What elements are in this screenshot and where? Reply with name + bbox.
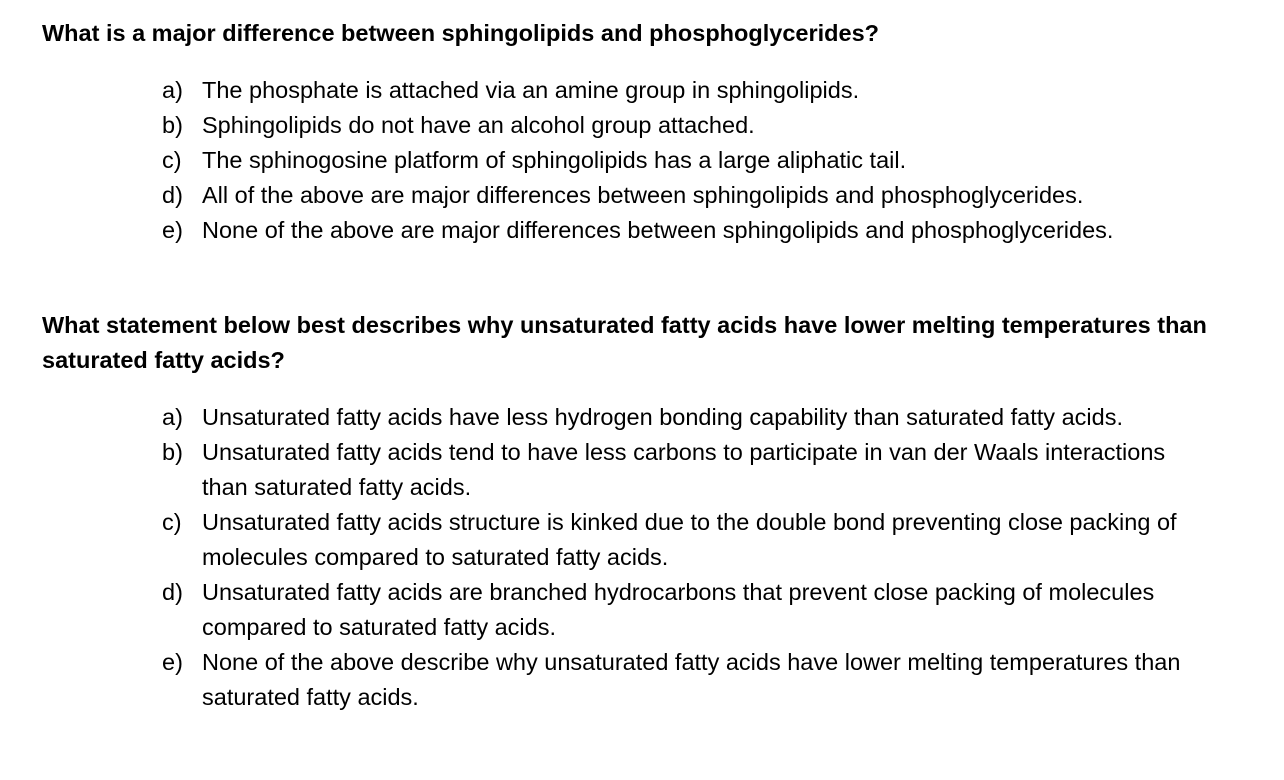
choice-1b bbox=[162, 108, 1252, 143]
choice-2a bbox=[162, 400, 1252, 435]
choice-letter: a) bbox=[162, 404, 183, 430]
choice-letter: b) bbox=[162, 439, 183, 465]
choice-text: Sphingolipids do not have an alcohol group attached. bbox=[202, 112, 755, 138]
choice-text: All of the above are major differences between sphingolipids and phosphoglycerides. bbox=[202, 182, 1084, 208]
question-1-choices bbox=[162, 73, 1252, 248]
choice-2d bbox=[162, 575, 1252, 645]
choice-text: The phosphate is attached via an amine group in sphingolipids. bbox=[202, 77, 860, 103]
choice-letter: d) bbox=[162, 579, 183, 605]
choice-letter: c) bbox=[162, 147, 182, 173]
choice-text: Unsaturated fatty acids are branched hydrocarbons that prevent close packing of molecules compared to saturated fatty acids. bbox=[202, 579, 1155, 640]
question-2-choices bbox=[162, 400, 1252, 715]
choice-text: None of the above are major differences between sphingolipids and phosphoglycerides. bbox=[202, 217, 1114, 243]
choice-2c bbox=[162, 505, 1252, 575]
choice-letter: b) bbox=[162, 112, 183, 138]
choice-2e bbox=[162, 645, 1252, 715]
choice-1a bbox=[162, 73, 1252, 108]
choice-text: Unsaturated fatty acids structure is kinked due to the double bond preventing close packing of molecules compared to saturated fatty acids. bbox=[202, 509, 1177, 570]
choice-2b bbox=[162, 435, 1252, 505]
choice-letter: e) bbox=[162, 217, 183, 243]
choice-letter: a) bbox=[162, 77, 183, 103]
choice-text: Unsaturated fatty acids tend to have less carbons to participate in van der Waals interactions than saturated fatty acids. bbox=[202, 439, 1166, 500]
question-2-text: What statement below best describes why unsaturated fatty acids have lower melting temperatures than saturated fatty acids? bbox=[42, 312, 1207, 373]
choice-letter: e) bbox=[162, 649, 183, 675]
question-1-text: What is a major difference between sphingolipids and phosphoglycerides? bbox=[42, 20, 879, 46]
choice-text: The sphinogosine platform of sphingolipids has a large aliphatic tail. bbox=[202, 147, 907, 173]
choice-1d bbox=[162, 178, 1252, 213]
choice-text: Unsaturated fatty acids have less hydrogen bonding capability than saturated fatty acids. bbox=[202, 404, 1123, 430]
choice-letter: d) bbox=[162, 182, 183, 208]
choice-1e bbox=[162, 213, 1252, 248]
choice-text: None of the above describe why unsaturated fatty acids have lower melting temperatures than saturated fatty acids. bbox=[202, 649, 1181, 710]
choice-1c bbox=[162, 143, 1252, 178]
choice-letter: c) bbox=[162, 509, 182, 535]
